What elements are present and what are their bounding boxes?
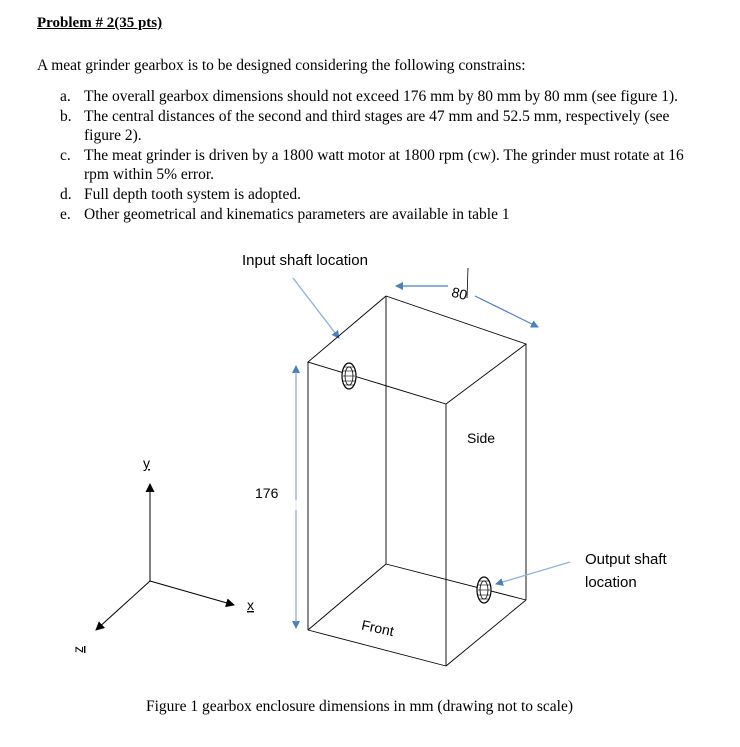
problem-title: Problem # 2(35 pts) — [37, 15, 163, 31]
front-face-label: Front — [360, 616, 396, 640]
item-text: The meat grinder is driven by a 1800 watt motor at 1800 rpm (cw). The grinder must rotate at 16 rpm within 5% error. — [84, 147, 684, 183]
item-label: b. — [60, 108, 72, 125]
axis-y-label: y — [143, 455, 150, 471]
input-gear-icon — [342, 363, 356, 389]
item-text: Full depth tooth system is adopted. — [84, 186, 301, 203]
input-leader-arrow — [293, 278, 339, 338]
item-text: The overall gearbox dimensions should not exceed 176 mm by 80 mm by 80 mm (see figure 1). — [84, 88, 679, 105]
item-text: Other geometrical and kinematics parameters are available in table 1 — [84, 206, 510, 223]
gearbox-box — [308, 296, 526, 666]
item-text: The central distances of the second and third stages are 47 mm and 52.5 mm, respectively (see figure 2). — [84, 108, 670, 144]
figure-caption: Figure 1 gearbox enclosure dimensions in mm (drawing not to scale) — [146, 698, 574, 715]
axis-z-label: z — [70, 646, 86, 653]
item-label: d. — [60, 186, 72, 203]
item-label: a. — [60, 88, 71, 105]
problem-intro: A meat grinder gearbox is to be designed considering the following constrains: — [37, 57, 526, 74]
width-dimension — [396, 268, 538, 327]
output-gear-icon — [477, 577, 491, 603]
height-dimension — [255, 366, 296, 628]
output-shaft-label-line2: location — [585, 574, 637, 591]
item-label: c. — [60, 147, 71, 164]
output-shaft-label: Output shaft — [585, 551, 667, 568]
output-leader-arrow — [496, 562, 570, 584]
side-face-label: Side — [467, 430, 496, 446]
height-dimension-label: 176 — [255, 485, 279, 501]
coordinate-axes — [70, 455, 254, 653]
width-dimension-label: 80 — [450, 283, 469, 304]
input-shaft-label: Input shaft location — [242, 252, 368, 269]
item-label: e. — [60, 206, 71, 223]
axis-x-label: x — [247, 597, 254, 613]
